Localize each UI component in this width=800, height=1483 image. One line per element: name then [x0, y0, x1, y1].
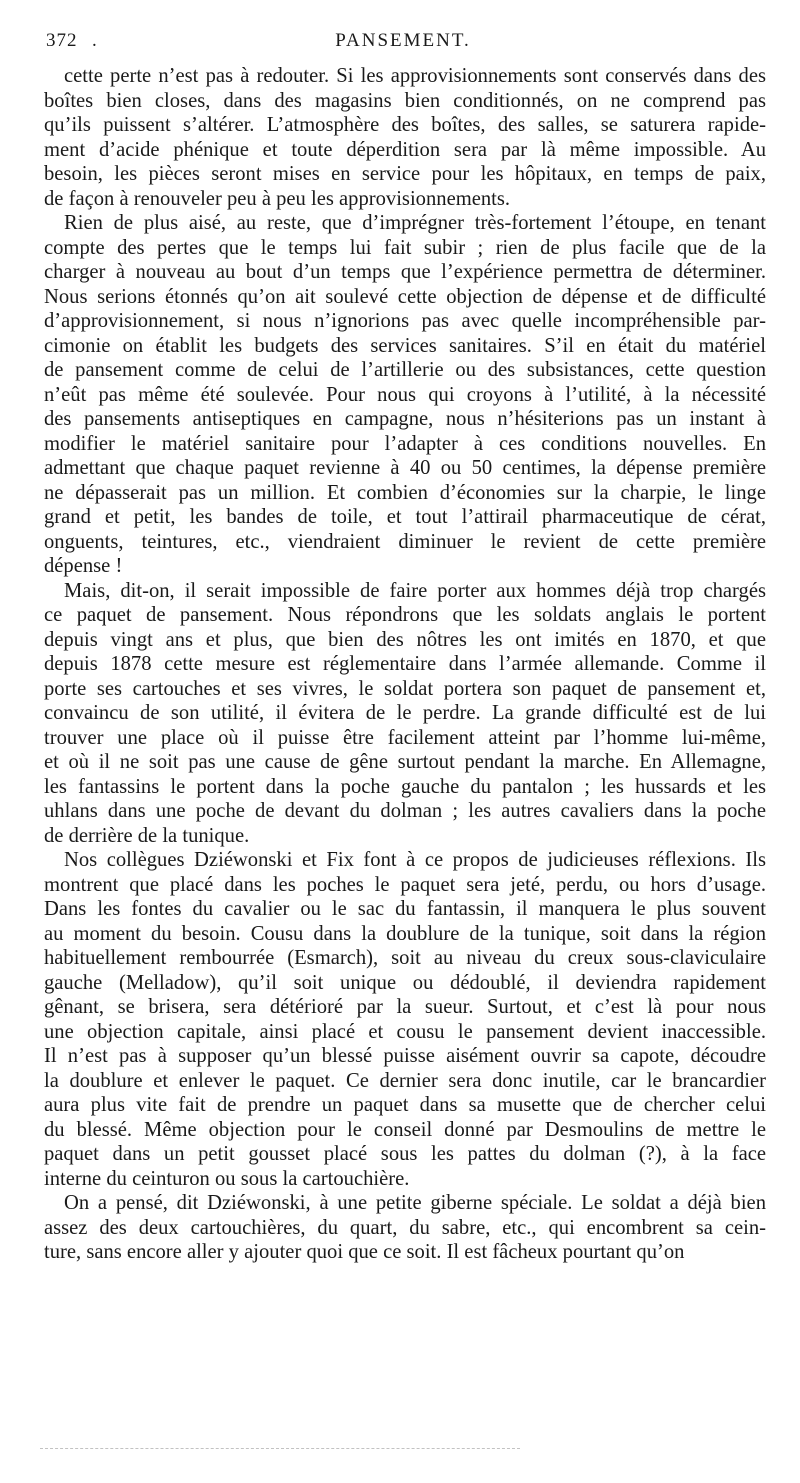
text-line: trouver une place où il puisse être facilement atteint par l’homme lui-même, — [44, 726, 766, 749]
text-line: des pansements antiseptiques en campagne, nous n’hésiterions pas un instant à — [44, 408, 766, 430]
text-line: porte ses cartouches et ses vivres, le soldat portera son paquet de pansement et, — [44, 677, 766, 700]
text-line: assez des deux cartouchières, du quart, du sabre, etc., qui encombrent sa cein- — [44, 1216, 766, 1239]
text-line: de pansement comme de celui de l’artillerie ou des subsistances, cette question — [44, 359, 766, 381]
text-line: ture, sans encore aller y ajouter quoi que ce soit. Il est fâcheux pourtant qu’on — [44, 1241, 685, 1263]
text-line: du blessé. Même objection pour le conseil donné par Desmoulins de mettre le — [44, 1118, 766, 1141]
text-line: modifier le matériel sanitaire pour l’adapter à ces conditions nouvelles. En — [44, 432, 766, 455]
text-line: gênant, se brisera, sera détérioré par la sueur. Surtout, et c’est là pour nous — [44, 996, 766, 1018]
text-line: boîtes bien closes, dans des magasins bien conditionnés, on ne comprend pas — [44, 89, 766, 112]
text-line: besoin, les pièces seront mises en service pour les hôpitaux, en temps de paix, — [44, 163, 766, 185]
text-line: aura plus vite fait de prendre un paquet dans sa musette que de chercher celui — [44, 1094, 766, 1116]
text-line: qu’ils puissent s’altérer. L’atmosphère des boîtes, des salles, se saturera rapide- — [44, 114, 766, 136]
text-line: gauche (Melladow), qu’il soit unique ou dédoublé, il deviendra rapidement — [44, 971, 766, 994]
page-title: PANSEMENT. — [335, 30, 471, 51]
text-line: uhlans dans une poche de devant du dolman ; les autres cavaliers dans la poche — [44, 800, 766, 822]
text-line: paquet dans un petit gousset placé sous les pattes du dolman (?), à la face — [44, 1143, 766, 1165]
text-line: de derrière de la tunique. — [44, 824, 250, 847]
paragraph — [44, 848, 766, 1191]
text-line: admettant que chaque paquet revienne à 40 ou 50 centimes, la dépense première — [44, 457, 766, 479]
text-line: Nous serions étonnés qu’on ait soulevé cette objection de dépense et de difficulté — [44, 285, 766, 308]
text-line: dépense ! — [44, 555, 123, 577]
text-line: une objection capitale, ainsi placé et cousu le pansement devient inaccessible. — [44, 1020, 766, 1043]
text-line: n’eût pas même été soulevée. Pour nous qui croyons à l’utilité, à la nécessité — [44, 383, 766, 406]
text-line: Dans les fontes du cavalier ou le sac du fantassin, il manquera le plus souvent — [44, 898, 766, 920]
text-line: de façon à renouveler peu à peu les approvisionnements. — [44, 187, 511, 210]
text-line: montrent que placé dans les poches le paquet sera jeté, perdu, ou hors d’usage. — [44, 873, 766, 896]
text-line: habituellement rembourrée (Esmarch), soit au niveau du creux sous-claviculaire — [44, 947, 766, 969]
text-line: Mais, dit-on, il serait impossible de faire porter aux hommes déjà trop chargés — [64, 579, 766, 602]
text-line: ne dépasserait pas un million. Et combien d’économies sur la charpie, le linge — [44, 481, 766, 504]
text-line: Il n’est pas à supposer qu’un blessé puisse aisément ouvrir sa capote, découdre — [44, 1045, 766, 1067]
text-line: ce paquet de pansement. Nous répondrons que les soldats anglais le portent — [44, 604, 766, 626]
body-text — [44, 64, 766, 1265]
paragraph — [44, 579, 766, 849]
text-line: compte des pertes que le temps lui fait subir ; rien de plus facile que de la — [44, 236, 766, 259]
header-dot: . — [92, 30, 98, 51]
text-line: Nos collègues Dziéwonski et Fix font à ce propos de judicieuses réflexions. Ils — [64, 849, 766, 871]
text-line: depuis vingt ans et plus, que bien des nôtres les ont imités en 1870, et que — [44, 628, 766, 651]
footer-rule — [40, 1448, 520, 1449]
text-line: les fantassins le portent dans la poche gauche du pantalon ; les hussards et les — [44, 775, 766, 798]
text-line: au moment du besoin. Cousu dans la doublure de la tunique, soit dans la région — [44, 922, 766, 945]
paragraph — [44, 211, 766, 579]
text-line: grand et petit, les bandes de toile, et tout l’attirail pharmaceutique de cérat, — [44, 506, 766, 528]
text-line: charger à nouveau au bout d’un temps que l’expérience permettra de déterminer. — [44, 261, 766, 283]
text-line: ment d’acide phénique et toute déperdition sera par là même impossible. Au — [44, 138, 766, 161]
text-line: depuis 1878 cette mesure est réglementaire dans l’armée allemande. Comme il — [44, 653, 766, 675]
text-line: la doublure et enlever le paquet. Ce dernier sera donc inutile, car le brancardier — [44, 1069, 766, 1092]
text-line: convaincu de son utilité, il évitera de le perdre. La grande difficulté est de lui — [44, 702, 766, 724]
running-head — [46, 30, 760, 58]
text-line: cimonie on établit les budgets des services sanitaires. S’il en était du matériel — [44, 334, 766, 357]
text-line: d’approvisionnement, si nous n’ignorions pas avec quelle incompréhensible par- — [44, 310, 766, 332]
paragraph — [44, 1191, 766, 1265]
text-line: interne du ceinturon ou sous la cartouchière. — [44, 1167, 410, 1190]
text-line: cette perte n’est pas à redouter. Si les approvisionnements sont conservés dans des — [64, 65, 766, 87]
paragraph — [44, 64, 766, 211]
text-line: onguents, teintures, etc., viendraient diminuer le revient de cette première — [44, 530, 766, 553]
text-line: et où il ne soit pas une cause de gêne surtout pendant la marche. En Allemagne, — [44, 751, 766, 773]
page-number: 372 — [46, 30, 78, 51]
text-line: Rien de plus aisé, au reste, que d’imprégner très-fortement l’étoupe, en tenant — [64, 212, 766, 234]
text-line: On a pensé, dit Dziéwonski, à une petite giberne spéciale. Le soldat a déjà bien — [64, 1192, 766, 1214]
